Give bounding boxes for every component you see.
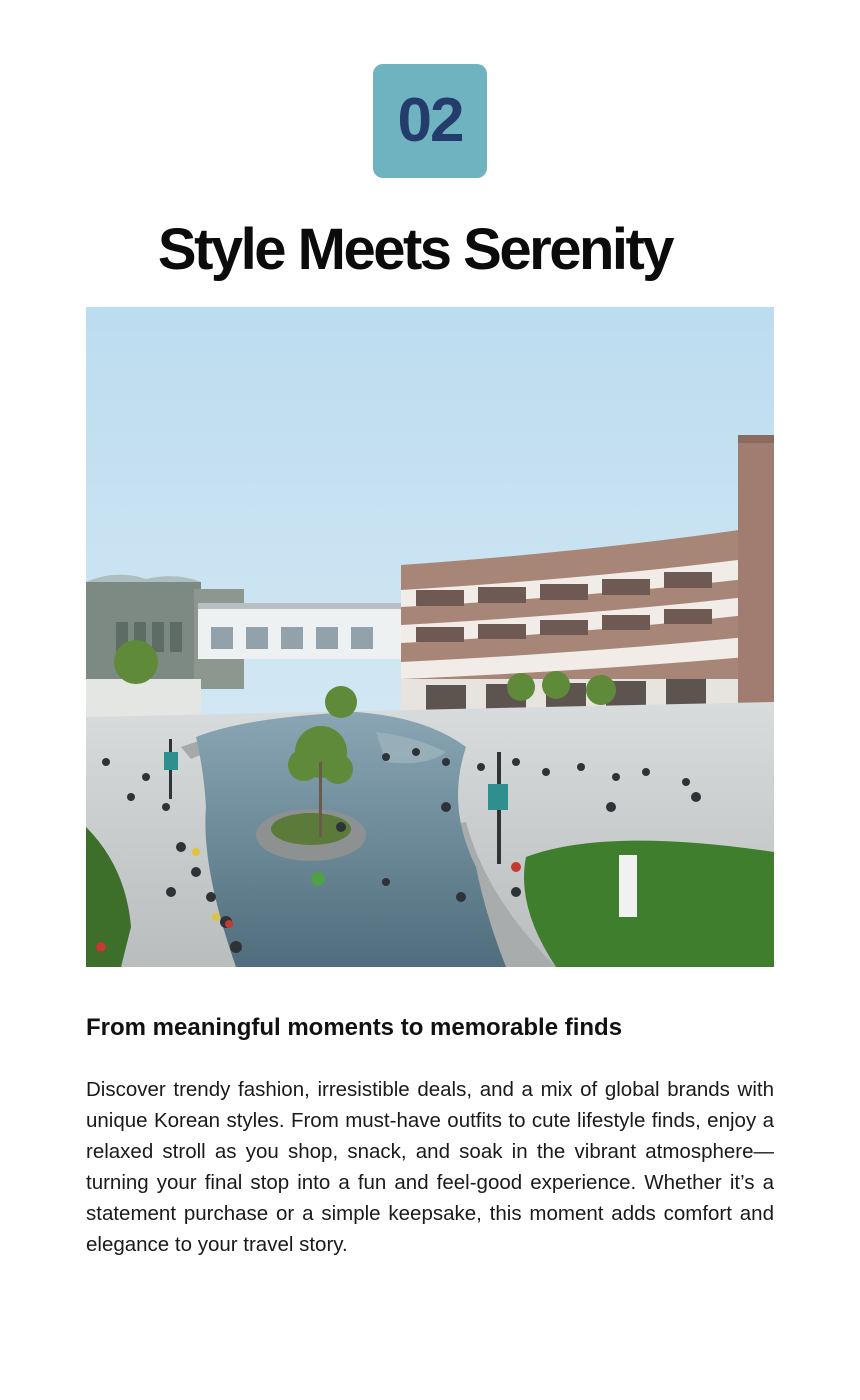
section-number: 02 [397,86,463,155]
section-number-badge [373,64,487,178]
outlet-plaza-photo [86,307,774,967]
page-title: Style Meets Serenity [157,217,673,282]
section-body: Discover trendy fashion, irresistible deals, and a mix of global brands with unique Korean styles. From must-have outfits to cute lifestyle finds, enjoy a relaxed stroll as you shop, snack, and soak in the vibrant atmosphere—turning your final stop into a fun and feel-good experience. Whether it’s a statement purchase or a simple keepsake, this moment adds comfort and elegance to your travel story. [86,1078,774,1256]
section-subtitle: From meaningful moments to memorable finds [86,1014,623,1041]
